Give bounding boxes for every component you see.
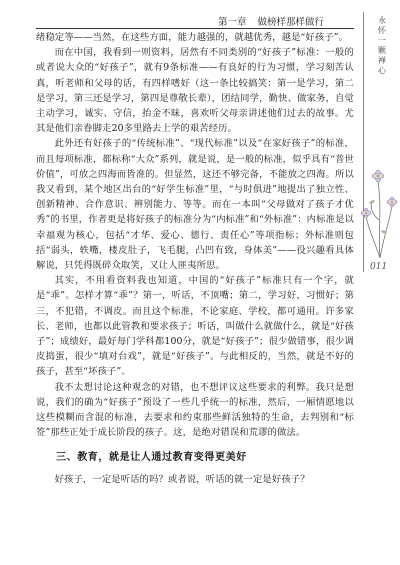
flower-illustration xyxy=(360,150,400,260)
running-header xyxy=(218,14,348,28)
side-title: 永怀一颗禅心 xyxy=(378,16,386,75)
page-body xyxy=(36,30,354,487)
paragraph-4: 其实，不用看资料我也知道，中国的“好孩子”标准只有一个字，就是“乖”。怎样才算“乖”？第一，听话，不顶嘴；第二，学习好，习惯好；第三，不犯错，不调皮。而且这个标准，不论家庭、学校，都可通用。许多家长、老师，也都以此管教和要求孩子；听话，叫做什么就做什么，就是“好孩子”；成绩好，最好每门学科都100分，就是“好孩子”；很少做错事，很少调皮捣蛋，很少“填对台戏”，就是“好孩子”。与此相反的，当然，就是不好的孩子，甚至“坏孩子”。 xyxy=(36,275,354,378)
section-heading: 三、教育，就是让人通过教育变得更美好 xyxy=(56,452,247,464)
chapter-title: 做榜样那样做行 xyxy=(257,17,325,28)
paragraph-2: 而在中国，我看到一则资料，居然有不同类别的“好孩子”标准：一般的或者说大众的“好孩子”，就有9条标准——有良好的行为习惯，学习刻苦认真，听老师和父母的话，有四样嗜好（这一条比较搞笑：第一是学习，第二是学习，第三还是学习，第四是尊敬长辈），团结同学，勤快、做家务，自觉主动学习，诚实、守信，抬金不昧，喜欢听父母亲讲述他们过去的故事。尤其是他们亲眷脚走20多里路去上学的艰苦经历。 xyxy=(36,47,354,135)
paragraph-1: 绪稳定等——当然，在这些方面，能力越强的，就越优秀，越是“好孩子”。 xyxy=(36,32,349,43)
chapter-label: 第一章 xyxy=(218,17,247,28)
side-margin xyxy=(356,0,400,565)
paragraph-3: 此外还有好孩子的“传统标准”、“现代标准”以及“在家好孩子”的标准，而且每项标准，都标称“大众”系列，就是说，是一般的标准，似乎具有“普世价值”，可放之四海而皆准的。但显然，这还不够完备，不能放之四海。所以我又看到，某个地区出台的“好学生标准”里，“与时俱进”地提出了独立性、创新精神、合作意识、辨别能力、等等。而在一本叫“父母做对了孩子才优秀”的书里，作者更是将好孩子的标准分为“内标准”和“外标准”：内标准是以幸福观为核心，包括“才华、爱心、德行、责任心”等项指标；外标准则包括“弱头，轶嘴，楼皮肚子，飞毛腿，凸凹有致，身体美”——役兴趣看具体解说，只凭得既碎众取笑，又让人匪夷所思。 xyxy=(36,138,354,272)
page-number: 011 xyxy=(370,262,388,272)
paragraph-6: 好孩子，一定是听话的吗？或者说，听话的就一定是好孩子？ xyxy=(54,473,310,485)
paragraph-5: 我不太想讨论这种观念的对错，也不想评议这些要求的利弊。我只是想说，我们的确为“好孩子”预设了一些几乎统一的标准，然后，一厢情愿地以这些模糊而含混的标准，去要求和约束那些鲜活独特的生命，去判别和“标签”那些正处于成长阶段的孩子。这，是绝对错误和荒谬的做法。 xyxy=(36,381,354,439)
header-rule xyxy=(36,28,354,29)
